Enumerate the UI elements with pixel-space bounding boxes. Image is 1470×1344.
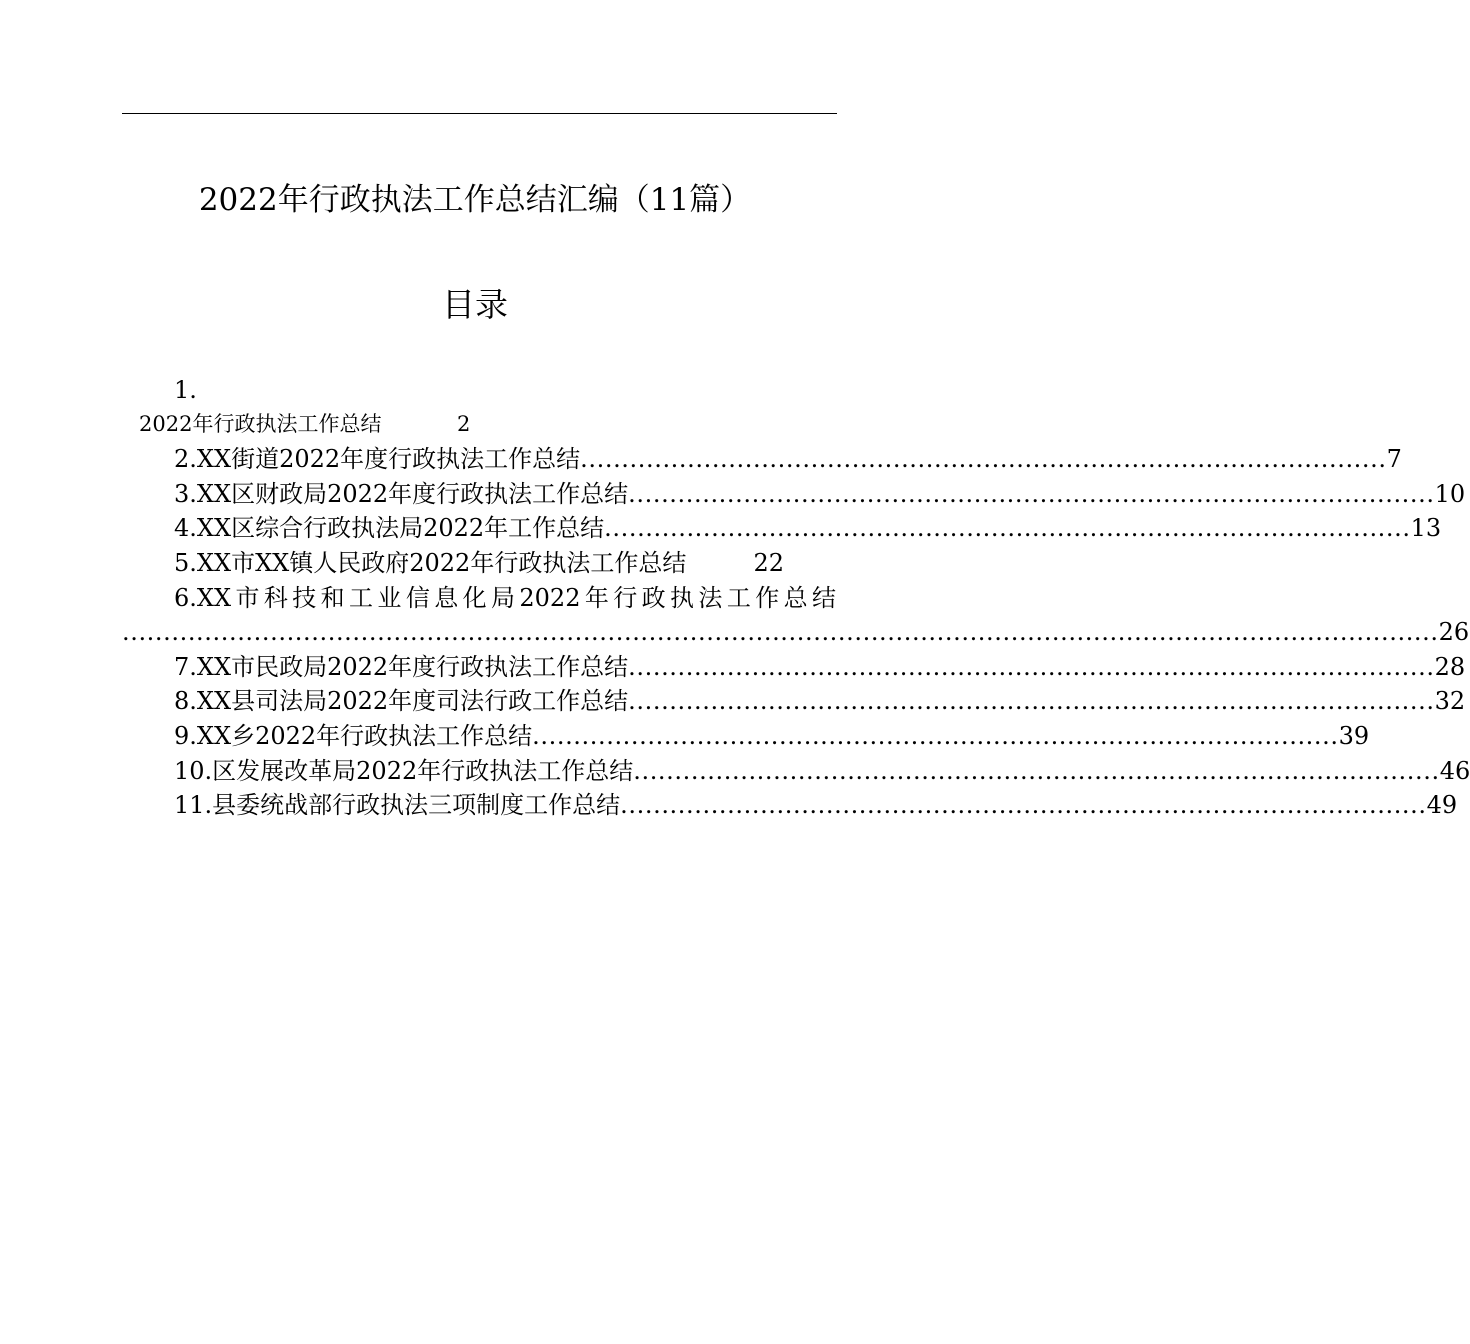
toc-leader-dots: .................................................................................................. [580, 445, 1387, 473]
toc-leader-dots: .................................................................................................. [620, 791, 1427, 819]
header-rule [122, 113, 837, 114]
toc-leader-dots: .................................................................................................. [604, 514, 1411, 542]
toc-entry-page: 22 [753, 549, 784, 577]
toc-entry-title: 7.XX市民政局2022年度行政执法工作总结 [174, 653, 629, 681]
toc-entry-page: 7 [1386, 445, 1402, 473]
toc-leader-dots: ................................................................................................................................................................ [122, 618, 1439, 646]
toc-leader-dots: .................................................................................................. [628, 480, 1435, 508]
toc-entry-title: 3.XX区财政局2022年度行政执法工作总结 [174, 480, 629, 508]
toc-entry-11[interactable] [174, 788, 1458, 822]
toc-entry-8[interactable] [174, 684, 1466, 718]
toc-entry-title: 10.区发展改革局2022年行政执法工作总结 [174, 757, 634, 785]
toc-entry-9[interactable] [174, 719, 1370, 753]
toc-entry-1-title[interactable]: 2022年行政执法工作总结 [139, 412, 382, 436]
toc-entry-7[interactable] [174, 650, 1466, 684]
toc-entry-page: 13 [1410, 514, 1442, 542]
document-title: 2022年行政执法工作总结汇编（11篇） [198, 182, 752, 218]
toc-entry-title: 9.XX乡2022年行政执法工作总结 [174, 722, 533, 750]
toc-entry-page: 49 [1426, 791, 1458, 819]
toc-entry-title: 11.县委统战部行政执法三项制度工作总结 [174, 791, 621, 819]
toc-leader-dots: .................................................................................................. [532, 722, 1339, 750]
toc-entry-title: 5.XX市XX镇人民政府2022年行政执法工作总结 [174, 549, 687, 577]
toc-leader-dots: .................................................................................................. [633, 757, 1440, 785]
toc-entry-5[interactable] [174, 546, 784, 580]
toc-entry-10[interactable] [174, 754, 1470, 788]
toc-entry-page: 39 [1338, 722, 1370, 750]
toc-entry-page: 26 [1438, 618, 1470, 646]
toc-entry-1-page[interactable]: 2 [457, 412, 471, 436]
toc-entry-title: 8.XX县司法局2022年度司法行政工作总结 [174, 687, 629, 715]
toc-entry-6-title[interactable]: 6.XX市科技和工业信息化局2022年行政执法工作总结 [174, 584, 836, 612]
toc-entry-4[interactable] [174, 511, 1442, 545]
toc-entry-title: 2.XX街道2022年度行政执法工作总结 [174, 445, 581, 473]
toc-entry-page: 46 [1439, 757, 1470, 785]
toc-entry-1-number[interactable]: 1. [174, 376, 197, 404]
toc-entry-page: 10 [1434, 480, 1466, 508]
toc-entry-6-continuation[interactable] [122, 615, 1470, 649]
toc-entry-2[interactable] [174, 442, 1402, 476]
toc-heading: 目录 [442, 285, 508, 324]
toc-entry-title: 4.XX区综合行政执法局2022年工作总结 [174, 514, 605, 542]
toc-entry-page: 28 [1434, 653, 1466, 681]
toc-entry-3[interactable] [174, 477, 1466, 511]
toc-leader-dots: .................................................................................................. [628, 687, 1435, 715]
toc-entry-page: 32 [1434, 687, 1466, 715]
toc-leader-dots: .................................................................................................. [628, 653, 1435, 681]
